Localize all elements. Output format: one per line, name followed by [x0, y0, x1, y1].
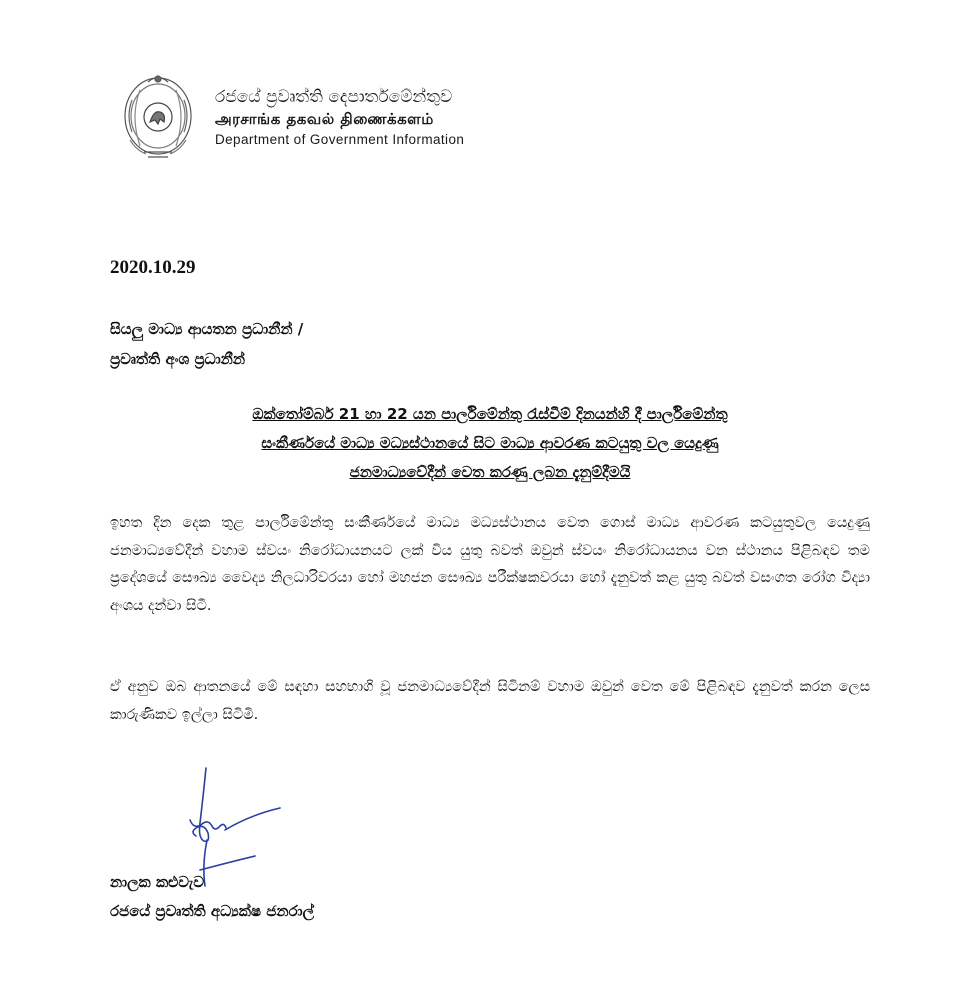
- body-paragraph-1: ඉහත දින දෙක තුළ පාර්ලිමේන්තු සංකීර්ණයේ මාධ්‍ය මධ්‍යස්ථානය වෙත ගොස් මාධ්‍ය ආවරණ කටයුතුවල යෙදුණු ජනමාධ්‍යවේදීන් වහාම ස්වයං නිරෝධායනයට ලක් විය යුතු බවත් ඔවුන් ස්වයං නිරෝධායනය වන ස්ථානය පිළිබඳව තම ප්‍රදේශයේ සෞඛ්‍ය වෛද්‍ය නිලධාරිවරයා හෝ මහජන සෞඛ්‍ය පරීක්ෂකවරයා හෝ දැනුවත් කළ යුතු බවත් වසංගත රෝග විද්‍යා අංශය දන්වා සිටී.: [110, 515, 870, 614]
- department-name-tamil: அரசாங்க தகவல் திணைக்களம்: [215, 110, 434, 128]
- recipient-line-1: සියලු මාධ්‍ය ආයතන ප්‍රධානීන් /: [110, 320, 304, 338]
- body-paragraph-2: ඒ අනුව ඔබ ආතනයේ මේ සඳහා සහභාගි වූ ජනමාධ්‍යවේදීන් සිටිනම් වහාම ඔවුන් වෙත මේ පිළිබඳව දැනුවත් කරන ලෙස කාරුණිකව ඉල්ලා සිටිමි.: [110, 679, 870, 723]
- department-name-english: Department of Government Information: [215, 132, 465, 147]
- signer-block: [110, 868, 314, 926]
- subject-line-2: සංකීර්ණයේ මාධ්‍ය මධ්‍යස්ථානයේ සිට මාධ්‍ය ආවරණ කටයුතු වල යෙදුණු: [261, 434, 719, 452]
- recipient-line-2: ප්‍රවෘත්ති අංශ ප්‍රධානීන්: [110, 350, 246, 368]
- subject-heading: [150, 400, 830, 487]
- sri-lanka-state-emblem-icon: [118, 70, 198, 164]
- signer-title: රජයේ ප්‍රවෘත්ති අධ්‍යක්ෂ ජනරාල්: [110, 902, 315, 920]
- recipients: [110, 314, 303, 374]
- subject-line-3: ජනමාධ්‍යවේදීන් වෙත කරණු ලබන දැනුම්දීමයි: [349, 463, 631, 481]
- letterhead: [118, 70, 538, 170]
- department-name-sinhala: රජයේ ප්‍රවෘත්ති දෙපාර්තමේන්තුව: [215, 87, 453, 107]
- department-name-block: [215, 86, 464, 150]
- letter-date: 2020.10.29: [110, 257, 196, 278]
- subject-line-1: ඔක්තෝම්බර් 21 හා 22 යන පාර්ලිමේන්තු රැස්වීම් දිනයන්හි දී පාර්ලිමේන්තු: [252, 405, 728, 423]
- signer-name: නාලක කළුවැව: [110, 873, 205, 891]
